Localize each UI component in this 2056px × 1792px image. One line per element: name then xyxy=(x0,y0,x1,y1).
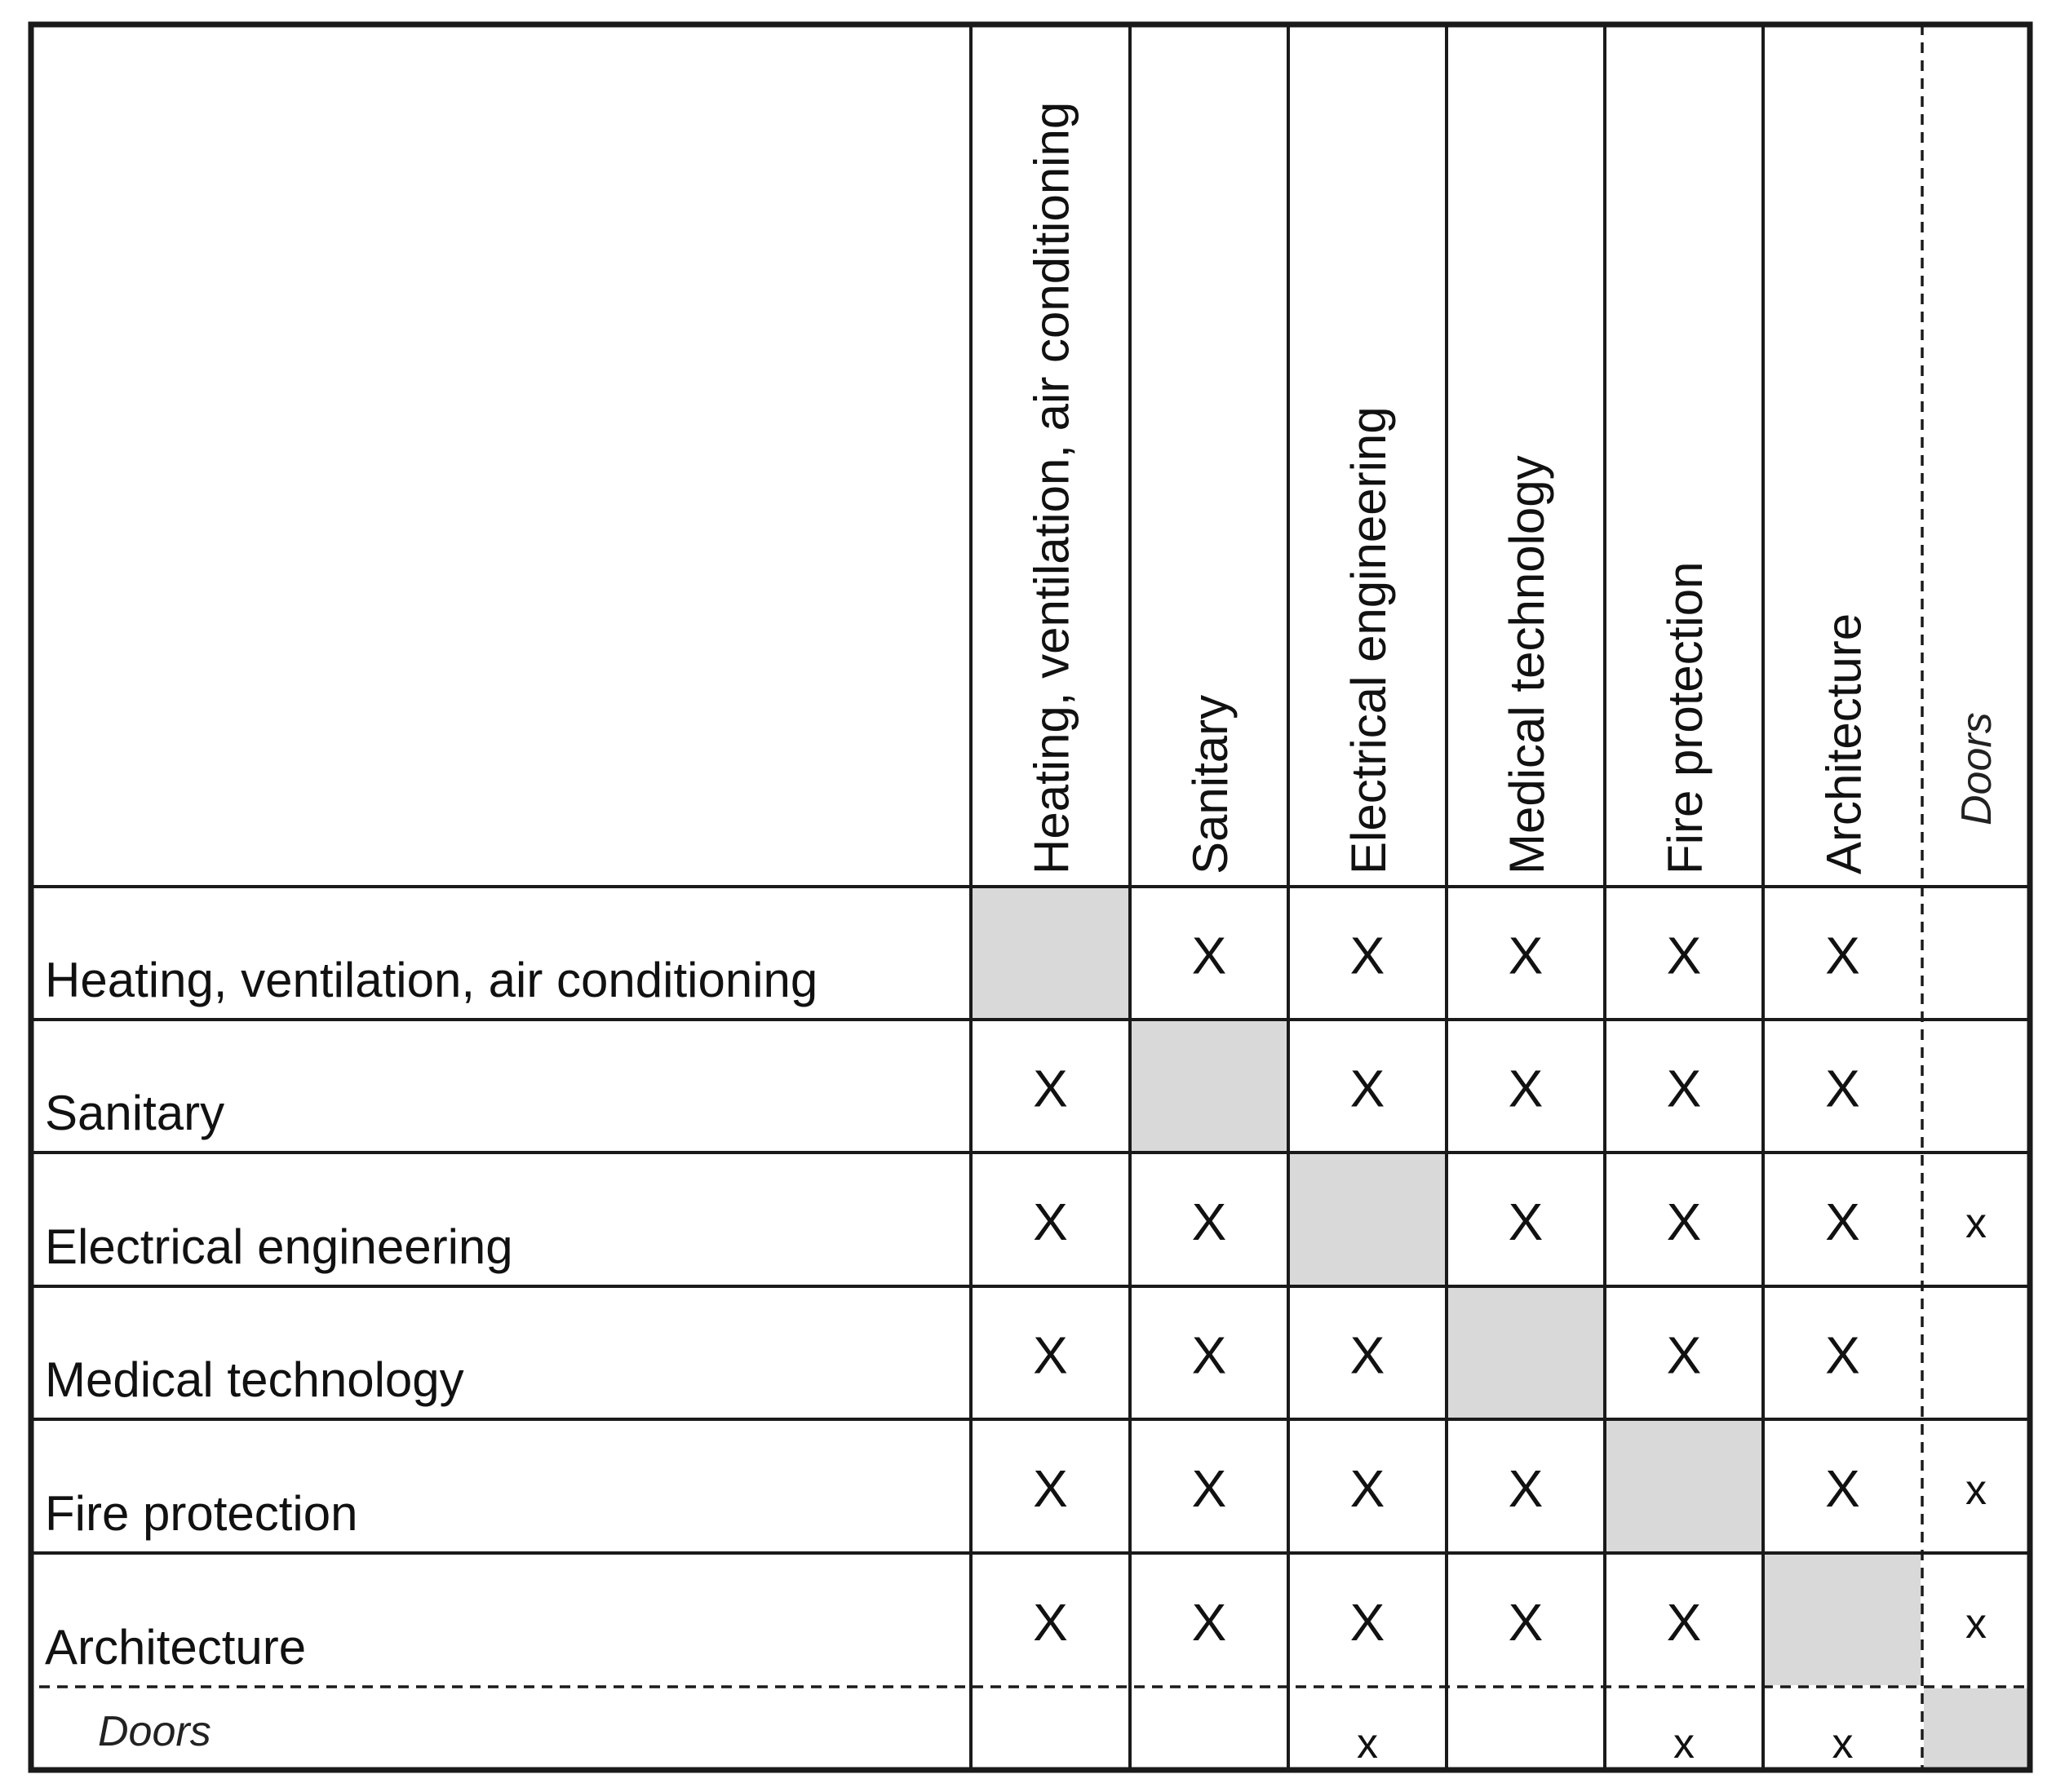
diagonal-cell xyxy=(1606,1421,1761,1551)
column-header: Sanitary xyxy=(1183,694,1238,874)
matrix-mark: X xyxy=(1033,1059,1068,1118)
matrix-mark: X xyxy=(1033,1325,1068,1385)
matrix-mark: X xyxy=(1191,1459,1227,1519)
matrix-mark: X xyxy=(1508,1059,1544,1118)
row-header: Medical technology xyxy=(45,1352,464,1407)
matrix-mark: x xyxy=(1965,1600,1987,1648)
matrix-mark: X xyxy=(1349,1059,1385,1118)
matrix-mark: X xyxy=(1825,1059,1860,1118)
column-header: Medical technology xyxy=(1500,455,1554,874)
matrix-mark: X xyxy=(1825,926,1860,985)
matrix-mark: X xyxy=(1191,1192,1227,1252)
row-header: Doors xyxy=(98,1708,211,1755)
diagonal-cell xyxy=(1765,1555,1921,1685)
matrix-mark: X xyxy=(1033,1459,1068,1519)
matrix-mark: x xyxy=(1965,1199,1987,1247)
row-header: Sanitary xyxy=(45,1086,225,1140)
matrix-mark: X xyxy=(1666,1192,1702,1252)
matrix-mark: X xyxy=(1349,1593,1385,1653)
matrix-mark: X xyxy=(1508,926,1544,985)
column-header: Doors xyxy=(1953,712,2001,825)
matrix-mark: X xyxy=(1508,1593,1544,1653)
row-header: Electrical engineering xyxy=(45,1219,513,1274)
matrix-mark: X xyxy=(1349,1459,1385,1519)
matrix-mark: X xyxy=(1825,1192,1860,1252)
column-header: Electrical engineering xyxy=(1341,406,1396,874)
matrix-mark: X xyxy=(1508,1459,1544,1519)
matrix-mark: X xyxy=(1349,926,1385,985)
matrix-mark: X xyxy=(1191,1325,1227,1385)
column-header: Fire protection xyxy=(1658,561,1713,874)
column-header: Architecture xyxy=(1816,613,1872,874)
matrix-mark: x xyxy=(1357,1720,1378,1768)
matrix-mark: X xyxy=(1191,926,1227,985)
matrix-mark: X xyxy=(1191,1593,1227,1653)
matrix-mark: X xyxy=(1825,1325,1860,1385)
diagonal-cell xyxy=(1924,1688,2028,1768)
matrix-mark: X xyxy=(1033,1192,1068,1252)
row-headers xyxy=(45,953,818,1755)
matrix-mark: X xyxy=(1666,1059,1702,1118)
matrix-mark: X xyxy=(1825,1459,1860,1519)
matrix-mark: X xyxy=(1666,926,1702,985)
row-header: Architecture xyxy=(45,1620,307,1675)
matrix-mark: X xyxy=(1349,1325,1385,1385)
row-header: Fire protection xyxy=(45,1486,358,1541)
diagonal-cell xyxy=(1448,1288,1603,1418)
matrix-mark: X xyxy=(1666,1325,1702,1385)
row-header: Heating, ventilation, air conditioning xyxy=(45,953,818,1007)
matrix-mark: x xyxy=(1832,1720,1854,1768)
diagonal-cell xyxy=(1132,1021,1287,1151)
matrix-mark: X xyxy=(1508,1192,1544,1252)
diagonal-cell xyxy=(1290,1154,1445,1285)
column-headers xyxy=(1025,102,2001,874)
matrix-mark: x xyxy=(1965,1466,1987,1514)
diagonal-cell xyxy=(973,888,1128,1018)
matrix-mark: X xyxy=(1033,1593,1068,1653)
matrix-mark: x xyxy=(1673,1720,1695,1768)
matrix-mark: X xyxy=(1666,1593,1702,1653)
column-header: Heating, ventilation, air conditioning xyxy=(1024,101,1079,874)
